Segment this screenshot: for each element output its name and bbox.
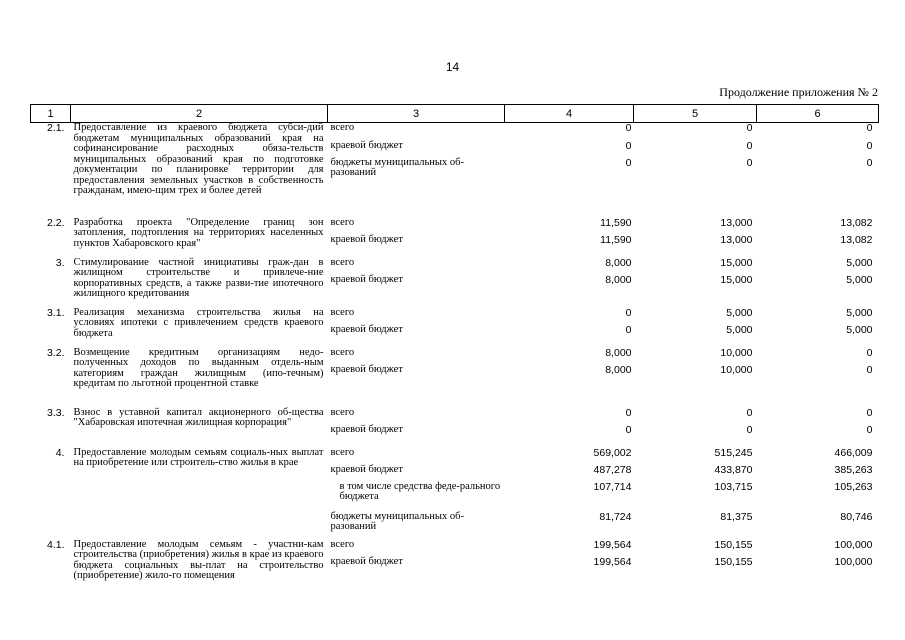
value-col-6: 100,000: [834, 538, 873, 551]
value-col-4: 0: [625, 139, 632, 152]
row-code: 2.1.: [46, 122, 65, 134]
table-row: [31, 348, 879, 365]
value-col-5: 15,000: [720, 273, 753, 286]
value-col-4: 0: [625, 156, 632, 169]
value-col-6: 0: [866, 346, 873, 359]
table-row: [31, 218, 879, 235]
funding-source: всего: [330, 346, 355, 358]
row-code: 2.2.: [46, 216, 65, 229]
row-code: 3.1.: [46, 306, 65, 319]
funding-source: всего: [330, 122, 355, 133]
value-col-6: 80,746: [840, 510, 873, 523]
funding-source: бюджеты муниципальных об-разований: [330, 156, 464, 178]
value-col-6: 13,082: [840, 216, 873, 229]
page-number: 14: [445, 60, 460, 74]
row-code: 3.3.: [46, 406, 65, 419]
row-code: 3.2.: [46, 346, 65, 359]
value-col-5: 103,715: [714, 480, 753, 493]
funding-source: краевой бюджет: [330, 463, 403, 475]
value-col-5: 10,000: [720, 363, 753, 376]
row-description: Возмещение кредитным организациям недо-полученных доходов по выданным отдель-ным категориям граждан жилищным (ипо-течным) кредитам по льготной процентной ставке: [73, 346, 324, 389]
value-col-5: 515,245: [714, 446, 753, 459]
funding-source: всего: [330, 538, 355, 550]
value-col-4: 107,714: [593, 480, 632, 493]
value-col-6: 13,082: [840, 233, 873, 246]
header-col-3: 3: [328, 105, 505, 123]
funding-source: всего: [330, 256, 355, 268]
row-description: Разработка проекта "Определение границ зон затопления, подтопления на территориях населенных пунктов Хабаровского края": [73, 216, 324, 249]
value-col-5: 0: [746, 122, 753, 134]
funding-source: всего: [330, 446, 355, 458]
table-row: [31, 123, 879, 141]
value-col-6: 5,000: [846, 256, 873, 269]
funding-source: краевой бюджет: [330, 555, 403, 567]
row-description: Предоставление молодым семьям социаль-ных выплат на приобретение или строитель-ство жилья в крае: [73, 446, 324, 468]
value-col-4: 0: [625, 122, 632, 134]
row-code: 3.: [55, 256, 65, 269]
value-col-4: 8,000: [605, 363, 632, 376]
value-col-6: 5,000: [846, 306, 873, 319]
value-col-4: 8,000: [605, 256, 632, 269]
value-col-6: 0: [866, 156, 873, 169]
continuation-label: Продолжение приложения № 2: [719, 85, 878, 99]
funding-source: всего: [330, 406, 355, 418]
value-col-6: 105,263: [834, 480, 873, 493]
value-col-5: 13,000: [720, 233, 753, 246]
table-row: [31, 540, 879, 557]
value-col-4: 11,590: [600, 233, 632, 246]
value-col-5: 10,000: [720, 346, 753, 359]
table-row: [31, 448, 879, 465]
value-col-6: 0: [866, 139, 873, 152]
row-description: Предоставление молодым семьям - участни-кам строительства (приобретения) жилья в крае из краевого бюджета социальных вы-плат на строительство (приобретение) жило-го помещения: [73, 538, 324, 581]
value-col-6: 0: [866, 406, 873, 419]
value-col-5: 5,000: [726, 306, 753, 319]
value-col-6: 5,000: [846, 273, 873, 286]
value-col-5: 5,000: [726, 323, 753, 336]
funding-source: всего: [330, 306, 355, 318]
header-col-2: 2: [71, 105, 328, 123]
table-body: [31, 123, 879, 600]
value-col-4: 0: [625, 406, 632, 419]
value-col-5: 13,000: [720, 216, 753, 229]
value-col-5: 0: [746, 406, 753, 419]
budget-table: [30, 104, 879, 600]
value-col-6: 466,009: [834, 446, 873, 459]
value-col-6: 385,263: [834, 463, 873, 476]
value-col-4: 8,000: [605, 346, 632, 359]
value-col-6: 0: [866, 423, 873, 436]
value-col-4: 11,590: [600, 216, 632, 229]
funding-source: краевой бюджет: [330, 273, 403, 285]
value-col-5: 150,155: [714, 538, 753, 551]
value-col-4: 199,564: [593, 555, 632, 568]
row-description: Реализация механизма строительства жилья на условиях ипотеки с привлечением средств краевого бюджета: [73, 306, 324, 339]
value-col-4: 0: [625, 306, 632, 319]
row-description: Стимулирование частной инициативы граж-дан в жилищном строительстве и привлече-ние корпоративных средств, а также разви-тие ипотечного жилищного кредитования: [73, 256, 324, 299]
value-col-5: 81,375: [720, 510, 753, 523]
row-code: 4.: [55, 446, 65, 459]
value-col-4: 0: [625, 423, 632, 436]
value-col-4: 487,278: [593, 463, 632, 476]
value-col-4: 8,000: [605, 273, 632, 286]
value-col-4: 199,564: [593, 538, 632, 551]
value-col-4: 0: [625, 323, 632, 336]
row-description: Взнос в уставной капитал акционерного об-щества "Хабаровская ипотечная жилищная корпорация": [73, 406, 324, 428]
value-col-5: 0: [746, 423, 753, 436]
value-col-4: 569,002: [593, 446, 632, 459]
value-col-6: 5,000: [846, 323, 873, 336]
value-col-6: 0: [866, 122, 873, 134]
value-col-5: 150,155: [714, 555, 753, 568]
value-col-5: 15,000: [720, 256, 753, 269]
funding-source: бюджеты муниципальных об-разований: [330, 510, 464, 532]
header-col-1: 1: [31, 105, 71, 123]
value-col-4: 81,724: [599, 510, 632, 523]
funding-source: краевой бюджет: [330, 233, 403, 245]
table-row: [31, 308, 879, 325]
funding-source: краевой бюджет: [330, 363, 403, 375]
funding-source: краевой бюджет: [330, 139, 403, 151]
table-header: [31, 105, 879, 123]
table-row: [31, 258, 879, 275]
row-code: 4.1.: [46, 538, 65, 551]
funding-source: всего: [330, 216, 355, 228]
value-col-5: 433,870: [714, 463, 753, 476]
funding-source: краевой бюджет: [330, 423, 403, 435]
row-description: Предоставление из краевого бюджета субси-дий бюджетам муниципальных образований края на софинансирование расходных обяза-тельств муниципальных образований края по подготовке документации по планировке территории для предоставления земельных участков в собственность гражданам, имею-щим трех и более детей: [73, 122, 324, 196]
value-col-6: 0: [866, 363, 873, 376]
value-col-5: 0: [746, 156, 753, 169]
header-col-5: 5: [634, 105, 757, 123]
header-col-6: 6: [757, 105, 879, 123]
value-col-5: 0: [746, 139, 753, 152]
value-col-6: 100,000: [834, 555, 873, 568]
funding-source: в том числе средства феде-рального бюджета: [339, 480, 501, 502]
table-row: [31, 408, 879, 425]
header-col-4: 4: [505, 105, 634, 123]
funding-source: краевой бюджет: [330, 323, 403, 335]
